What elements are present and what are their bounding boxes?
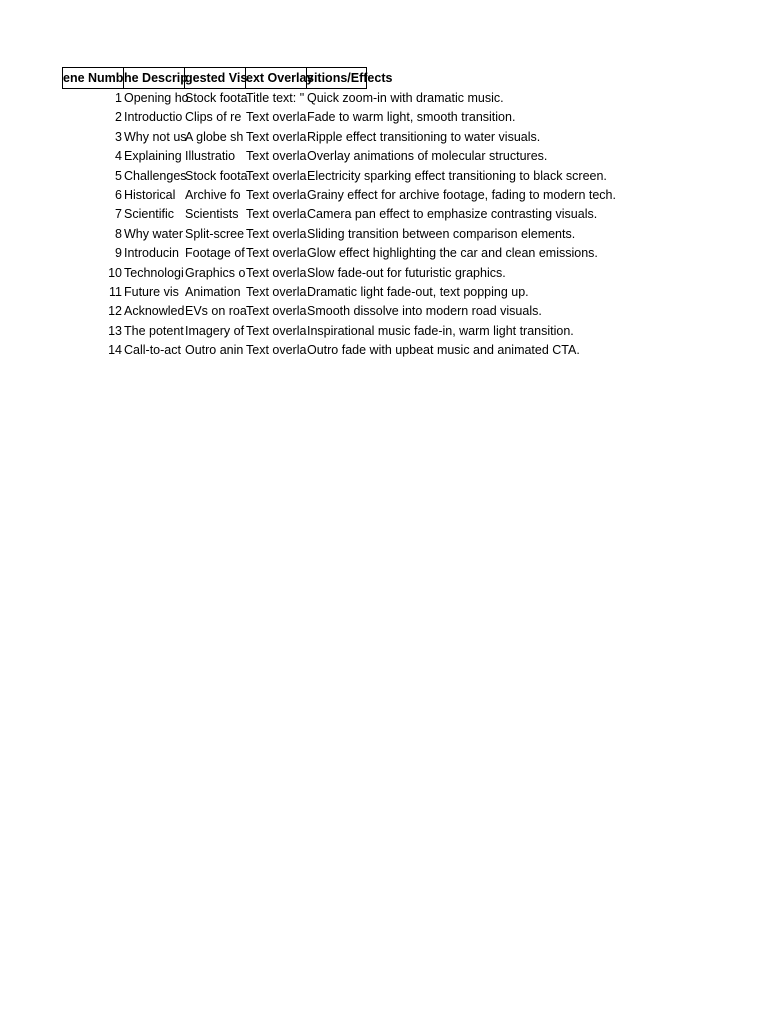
cell-scene-description[interactable]: Challenges [124,168,187,183]
cell-transitions-effects[interactable]: Fade to warm light, smooth transition. [307,110,516,125]
cell-scene-number[interactable]: 11 [109,284,122,299]
cell-scene-number[interactable]: 1 [115,91,122,105]
cell-transitions-effects[interactable]: Glow effect highlighting the car and clean emissions. [307,246,598,261]
cell-scene-number[interactable]: 9 [115,246,122,261]
cell-text-overlay[interactable]: Text overla [246,168,307,183]
cell-scene-number[interactable]: 14 [108,343,122,358]
table-row [62,302,762,321]
table-row [62,147,762,166]
cell-suggested-visuals[interactable]: Illustratio [185,149,236,164]
cell-suggested-visuals[interactable]: EVs on roa [185,304,247,319]
cell-suggested-visuals[interactable]: Scientists [185,207,239,222]
cell-scene-description[interactable]: Introductio [124,110,183,125]
cell-transitions-effects[interactable]: Dramatic light fade-out, text popping up. [307,284,529,299]
cell-scene-number[interactable]: 8 [115,226,122,241]
cell-text-overlay[interactable]: Text overla [246,304,307,319]
cell-transitions-effects[interactable]: Camera pan effect to emphasize contrasting visuals. [307,207,598,222]
cell-text-overlay[interactable]: Text overla [246,110,307,125]
cell-scene-number[interactable]: 4 [115,149,122,164]
header-scene-number[interactable] [62,67,123,89]
table-body [62,89,762,360]
table-row [62,128,762,147]
cell-transitions-effects[interactable]: Inspirational music fade-in, warm light transition. [307,323,574,338]
cell-text-overlay[interactable]: Text overla [246,149,307,164]
cell-scene-number[interactable]: 3 [115,129,122,144]
table-row [62,244,762,263]
cell-scene-description[interactable]: Introducin [124,246,179,261]
cell-text-overlay[interactable]: Text overla [246,246,307,261]
table-row [62,205,762,224]
table-row [62,108,762,127]
cell-scene-number[interactable]: 7 [115,207,122,222]
cell-text-overlay[interactable]: Text overla [246,265,307,280]
table-row [62,283,762,302]
header-text: ext Overlay [246,71,314,85]
cell-scene-description[interactable]: Historical [124,187,176,202]
header-transitions-effects[interactable] [306,67,393,89]
cell-scene-description[interactable]: Scientific [124,207,175,222]
cell-scene-description[interactable]: Why not us [124,129,187,144]
cell-transitions-effects[interactable]: Grainy effect for archive footage, fading to modern tech. [307,187,616,202]
cell-text-overlay[interactable]: Text overla [246,284,307,299]
cell-scene-number[interactable]: 10 [108,265,122,280]
header-scene-description[interactable] [123,67,188,89]
cell-text-overlay[interactable]: Text overla [246,226,307,241]
table-row [62,341,762,360]
cell-suggested-visuals[interactable]: Graphics o [185,265,246,280]
cell-text-overlay[interactable]: Text overla [246,207,307,222]
table-row [62,89,762,108]
header-row [62,67,762,89]
cell-scene-description[interactable]: Future vis [124,284,179,299]
cell-text-overlay[interactable]: Text overla [246,129,307,144]
cell-text-overlay[interactable]: Text overla [246,343,307,358]
cell-scene-number[interactable]: 5 [115,168,122,183]
cell-scene-description[interactable]: Acknowled [124,304,185,319]
table-row [62,225,762,244]
cell-text-overlay[interactable]: Title text: " [246,91,305,105]
cell-suggested-visuals[interactable]: Footage of [185,246,245,261]
cell-scene-number[interactable]: 6 [115,187,122,202]
cell-suggested-visuals[interactable]: Clips of re [185,110,242,125]
cell-text-overlay[interactable]: Text overla [246,323,307,338]
cell-suggested-visuals[interactable]: Archive fo [185,187,241,202]
table-row [62,186,762,205]
header-text: gested Vis [185,71,248,85]
table-row [62,264,762,283]
cell-scene-description[interactable]: Explaining [124,149,182,164]
header-text-overlay[interactable] [245,67,314,89]
header-suggested-visuals[interactable] [184,67,248,89]
cell-suggested-visuals[interactable]: A globe sh [185,129,244,144]
cell-scene-number[interactable]: 13 [108,323,122,338]
cell-suggested-visuals[interactable]: Outro anin [185,343,244,358]
cell-transitions-effects[interactable]: Smooth dissolve into modern road visuals. [307,304,542,319]
cell-scene-description[interactable]: The potent [124,323,184,338]
cell-suggested-visuals[interactable]: Stock foota [185,168,248,183]
cell-transitions-effects[interactable]: Electricity sparking effect transitioning to black screen. [307,168,607,183]
cell-suggested-visuals[interactable]: Imagery of [185,323,245,338]
cell-scene-description[interactable]: Opening ho [124,91,189,105]
cell-suggested-visuals[interactable]: Split-scree [185,226,245,241]
cell-transitions-effects[interactable]: Overlay animations of molecular structures. [307,149,548,164]
cell-transitions-effects[interactable]: Sliding transition between comparison elements. [307,226,576,241]
header-text: ene Numb [63,71,124,85]
spreadsheet [62,67,762,360]
cell-transitions-effects[interactable]: Outro fade with upbeat music and animated CTA. [307,343,580,358]
cell-scene-description[interactable]: Call-to-act [124,343,181,358]
header-text: sitions/Effects [307,71,393,85]
cell-text-overlay[interactable]: Text overla [246,187,307,202]
table-row [62,167,762,186]
table-row [62,322,762,341]
cell-scene-description[interactable]: Why water [124,226,184,241]
cell-scene-number[interactable]: 12 [108,304,122,319]
cell-transitions-effects[interactable]: Slow fade-out for futuristic graphics. [307,265,506,280]
cell-suggested-visuals[interactable]: Stock foota [185,91,248,105]
cell-suggested-visuals[interactable]: Animation [185,284,241,299]
cell-transitions-effects[interactable]: Ripple effect transitioning to water visuals. [307,129,541,144]
cell-scene-description[interactable]: Technologi [124,265,184,280]
cell-transitions-effects[interactable]: Quick zoom-in with dramatic music. [307,91,504,105]
header-text: he Descrip [124,71,188,85]
cell-scene-number[interactable]: 2 [115,110,122,125]
